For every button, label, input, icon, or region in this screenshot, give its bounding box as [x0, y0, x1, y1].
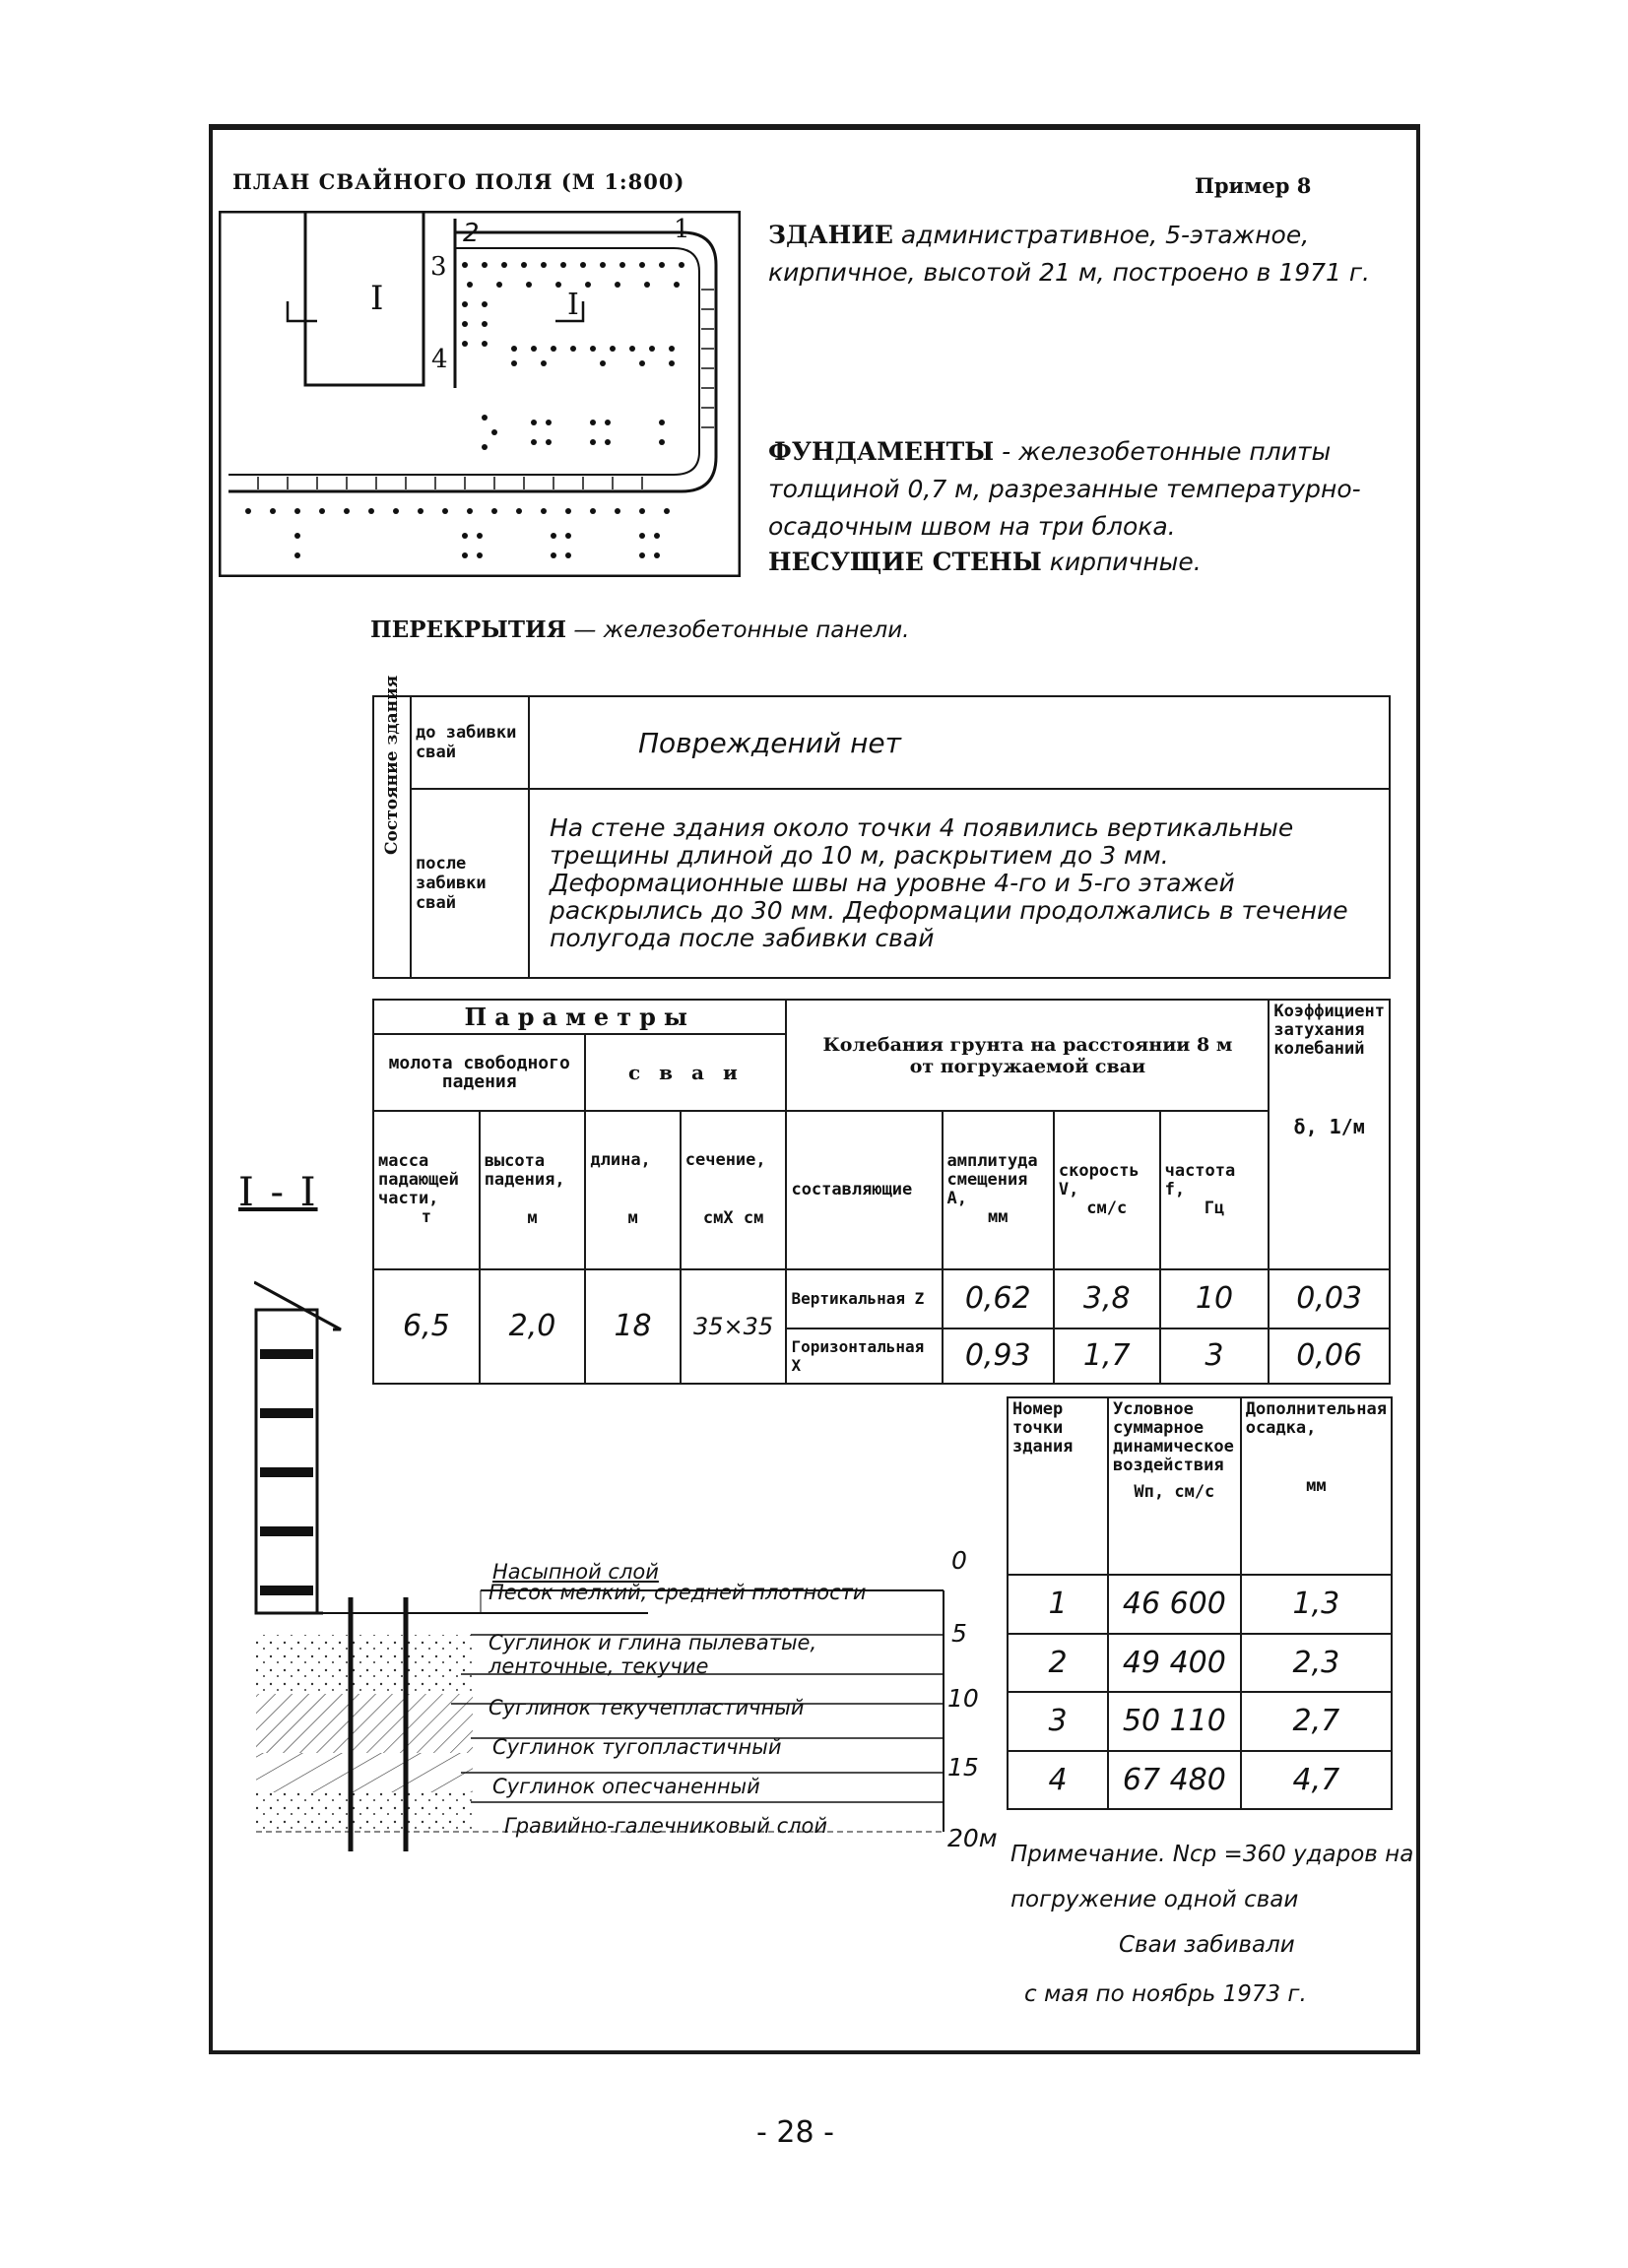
soil-layer-fill: Насыпной слой [492, 1560, 659, 1584]
point-dyn: 49 400 [1108, 1634, 1241, 1693]
walls-text: кирпичные. [1049, 548, 1202, 576]
col-amplitude [943, 1111, 1054, 1268]
marker-1: 1 [674, 215, 690, 244]
frequency-vertical: 10 [1160, 1269, 1270, 1328]
col-mass [373, 1111, 480, 1268]
floors-text: — железобетонные панели. [573, 617, 910, 643]
points-table [1007, 1396, 1393, 1810]
params-title: Параметры [373, 1000, 786, 1034]
velocity-vertical: 3,8 [1054, 1269, 1160, 1328]
col-frequency-label: частота f, [1164, 1160, 1236, 1199]
col-velocity-unit: см/с [1086, 1198, 1128, 1218]
point-settle: 2,7 [1241, 1692, 1392, 1751]
col-velocity-label: скорость V, [1058, 1160, 1140, 1199]
col-mass-unit: т [421, 1207, 431, 1228]
points-header-dyn-unit: Wп, см/с [1134, 1482, 1215, 1502]
pile-field-plan [219, 211, 741, 577]
col-frequency [1160, 1111, 1270, 1268]
soil-layer-loam-stiff: Суглинок тугопластичный [492, 1735, 782, 1759]
floors-label: ПЕРЕКРЫТИЯ [370, 616, 567, 643]
coef-vertical: 0,03 [1269, 1269, 1390, 1328]
page-number: - 28 - [756, 2115, 834, 2150]
condition-side-cell [373, 675, 411, 978]
soil-layer-gravel: Гравийно-галечниковый слой [504, 1814, 828, 1838]
amplitude-horizontal: 0,93 [943, 1328, 1054, 1384]
floors-description [370, 616, 910, 643]
soil-layer-loam-fluid: Суглинок текучепластичный [488, 1696, 805, 1719]
coef-header: Коэффициент затухания колебаний [1273, 1002, 1385, 1059]
col-velocity [1054, 1111, 1160, 1268]
col-amplitude-label: амплитуда смещения А, [946, 1151, 1038, 1209]
col-length-label: длина, [590, 1150, 651, 1171]
col-height [480, 1111, 586, 1268]
col-section-label: сечение, [684, 1150, 766, 1171]
soil-layer-clay: Суглинок и глина пылеватые, ленточные, текучие [488, 1631, 817, 1678]
table-row [1008, 1751, 1392, 1810]
point-dyn: 50 110 [1108, 1692, 1241, 1751]
building-description [768, 217, 1389, 292]
col-length [585, 1111, 680, 1268]
value-section: 35×35 [681, 1269, 787, 1384]
col-amplitude-unit: мм [987, 1207, 1009, 1228]
col-section-unit: смХ см [702, 1208, 764, 1229]
example-label: Пример 8 [1195, 173, 1312, 198]
component-vertical: Вертикальная Z [786, 1269, 942, 1328]
note-period: с мая по ноябрь 1973 г. [1024, 1981, 1307, 2007]
amplitude-vertical: 0,62 [943, 1269, 1054, 1328]
col-section [681, 1111, 787, 1268]
coef-header-cell [1269, 1000, 1390, 1269]
note-primary: Примечание. Nср =360 ударов на погружение одной сваи [1010, 1842, 1414, 1912]
velocity-horizontal: 1,7 [1054, 1328, 1160, 1384]
points-header-settle: Дополнительная осадка, [1245, 1399, 1387, 1438]
point-number: 1 [1008, 1575, 1108, 1634]
coef-unit: δ, 1/м [1293, 1115, 1365, 1138]
table-row [1008, 1692, 1392, 1751]
points-header-settle-cell [1241, 1397, 1392, 1575]
plan-title: ПЛАН СВАЙНОГО ПОЛЯ (М 1:800) [232, 169, 685, 194]
coef-horizontal: 0,06 [1269, 1328, 1390, 1384]
depth-0: 0 [951, 1546, 967, 1575]
before-text: Повреждений нет [529, 696, 1390, 789]
points-header-dyn-cell [1108, 1397, 1241, 1575]
note-piles-driven: Сваи забивали [1119, 1932, 1295, 1958]
depth-15: 15 [947, 1753, 979, 1782]
point-number: 3 [1008, 1692, 1108, 1751]
foundations-text: - железобетонные плиты толщиной 0,7 м, разрезанные температурно-осадочным швом на три блока. [768, 437, 1361, 541]
vib-group-header: Колебания грунта на расстоянии 8 м от погружаемой сваи [786, 1000, 1269, 1111]
hammer-group-header: молота свободного падения [373, 1034, 585, 1111]
depth-5: 5 [951, 1619, 967, 1648]
after-text: На стене здания около точки 4 появились вертикальные трещины длиной до 10 м, раскрытием до 3 мм. Деформационные швы на уровне 4-го и 5-го этажей раскрылись до 30 мм. Деформации продолжались в течение полугода после забивки свай [529, 789, 1390, 978]
col-length-unit: м [627, 1208, 638, 1229]
value-length: 18 [585, 1269, 680, 1384]
condition-side-label: Состояние здания [382, 675, 402, 855]
walls-label: НЕСУЩИЕ СТЕНЫ [768, 548, 1042, 576]
component-horizontal: Горизонтальная X [786, 1328, 942, 1384]
building-text: административное, 5-этажное, кирпичное, высотой 21 м, построено в 1971 г. [768, 221, 1370, 287]
marker-4: 4 [431, 345, 448, 374]
col-frequency-unit: Гц [1204, 1198, 1225, 1218]
marker-2: 2 [463, 219, 480, 248]
value-mass: 6,5 [373, 1269, 480, 1384]
points-header-dyn: Условное суммарное динамическое воздействия [1113, 1399, 1234, 1475]
col-height-unit: м [527, 1207, 538, 1228]
walls-description [768, 548, 1202, 576]
col-component [786, 1111, 942, 1268]
foundations-label: ФУНДАМЕНТЫ [768, 437, 995, 466]
building-label: ЗДАНИЕ [768, 221, 893, 249]
point-dyn: 46 600 [1108, 1575, 1241, 1634]
value-height: 2,0 [480, 1269, 586, 1384]
marker-3: 3 [430, 252, 447, 282]
after-label: после забивки свай [411, 789, 529, 978]
points-header-number: Номер точки здания [1008, 1397, 1108, 1575]
section-label: I - I [238, 1170, 318, 1215]
table-row [1008, 1575, 1392, 1634]
depth-10: 10 [947, 1684, 979, 1713]
col-mass-label: масса падающей части, [378, 1151, 459, 1209]
frequency-horizontal: 3 [1160, 1328, 1270, 1384]
condition-table [372, 675, 1391, 979]
soil-layer-loam-sandy: Суглинок опесчаненный [492, 1775, 760, 1798]
point-settle: 4,7 [1241, 1751, 1392, 1810]
before-label: до забивки свай [411, 696, 529, 789]
section-mark-right: I [567, 288, 579, 322]
point-number: 4 [1008, 1751, 1108, 1810]
col-component-label: составляющие [791, 1179, 913, 1199]
soil-layer-sand: Песок мелкий, средней плотности [488, 1581, 867, 1604]
point-settle: 2,3 [1241, 1634, 1392, 1693]
col-height-label: высота падения, [484, 1150, 565, 1190]
depth-20: 20м [947, 1824, 998, 1852]
pile-group-header: с в а и [585, 1034, 786, 1111]
section-mark-left: I [370, 279, 384, 318]
point-settle: 1,3 [1241, 1575, 1392, 1634]
table-row [1008, 1634, 1392, 1693]
foundations-description [768, 433, 1389, 546]
points-header-settle-unit: мм [1306, 1476, 1327, 1496]
point-dyn: 67 480 [1108, 1751, 1241, 1810]
point-number: 2 [1008, 1634, 1108, 1693]
